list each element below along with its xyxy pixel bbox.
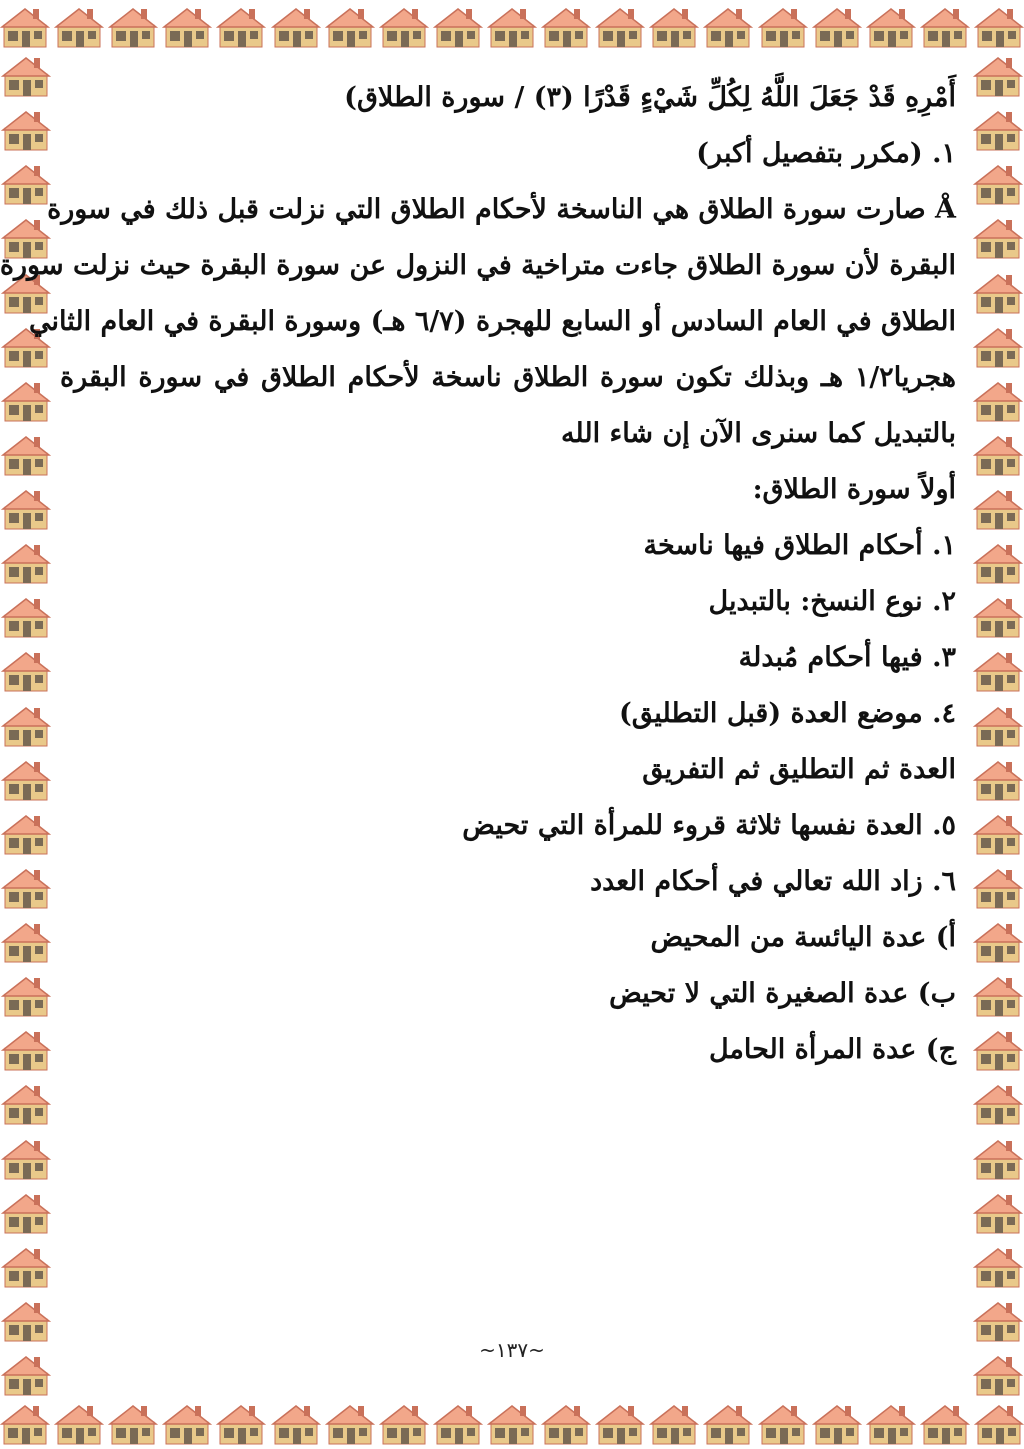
house-icon	[1, 1080, 51, 1126]
house-icon	[973, 1189, 1023, 1235]
house-icon	[541, 1400, 591, 1446]
house-icon	[703, 1400, 753, 1446]
house-icon	[325, 3, 375, 49]
house-icon	[1, 1297, 51, 1343]
house-icon	[973, 377, 1023, 423]
house-icon	[649, 3, 699, 49]
house-icon	[1, 485, 51, 531]
house-icon	[1, 810, 51, 856]
house-icon	[1, 647, 51, 693]
border-right	[972, 52, 1024, 1397]
border-bottom	[0, 1397, 1024, 1449]
house-icon	[973, 647, 1023, 693]
house-icon	[973, 918, 1023, 964]
house-icon	[216, 1400, 266, 1446]
house-icon	[1, 106, 51, 152]
house-icon	[973, 864, 1023, 910]
house-icon	[973, 702, 1023, 748]
house-icon	[973, 214, 1023, 260]
house-icon	[1, 593, 51, 639]
house-icon	[973, 972, 1023, 1018]
house-icon	[1, 1135, 51, 1181]
sub-list-item: ب) عدة الصغيرة التي لا تحيض	[609, 978, 956, 1009]
house-icon	[973, 1026, 1023, 1072]
house-icon	[973, 160, 1023, 206]
text-line: العدة ثم التطليق ثم التفريق	[642, 754, 956, 785]
section-heading: أولاً سورة الطلاق:	[752, 474, 956, 505]
house-icon	[973, 485, 1023, 531]
border-top	[0, 0, 1024, 52]
house-icon	[271, 3, 321, 49]
house-icon	[325, 1400, 375, 1446]
house-icon	[379, 3, 429, 49]
house-icon	[1, 972, 51, 1018]
house-icon	[1, 1026, 51, 1072]
house-icon	[974, 3, 1024, 49]
house-icon	[108, 1400, 158, 1446]
house-icon	[1, 918, 51, 964]
text-line: أَمْرِهِ قَدْ جَعَلَ اللَّهُ لِكُلِّ شَيْءٍ قَدْرًا (٣) / سورة الطلاق)	[344, 82, 956, 113]
house-icon	[1, 702, 51, 748]
house-icon	[541, 3, 591, 49]
sub-list-item: ج) عدة المرأة الحامل	[708, 1034, 956, 1065]
list-item: ٦. زاد الله تعالي في أحكام العدد	[590, 866, 956, 897]
house-icon	[1, 160, 51, 206]
house-icon	[54, 3, 104, 49]
house-icon	[973, 1135, 1023, 1181]
house-icon	[973, 593, 1023, 639]
page-number: ~١٣٧~	[479, 1338, 545, 1362]
house-icon	[1, 1243, 51, 1289]
text-line: ١. (مكرر بتفصيل أكبر)	[696, 138, 956, 169]
house-icon	[973, 323, 1023, 369]
house-icon	[973, 539, 1023, 585]
house-icon	[1, 1189, 51, 1235]
house-icon	[973, 269, 1023, 315]
list-item: ٣. فيها أحكام مُبدلة	[738, 642, 956, 673]
house-icon	[1, 539, 51, 585]
house-icon	[379, 1400, 429, 1446]
house-icon	[433, 1400, 483, 1446]
house-icon	[216, 3, 266, 49]
house-icon	[1, 52, 51, 98]
house-icon	[866, 3, 916, 49]
house-icon	[0, 3, 50, 49]
house-icon	[973, 810, 1023, 856]
house-icon	[0, 1400, 50, 1446]
house-icon	[595, 1400, 645, 1446]
text-line: بالتبديل كما سنرى الآن إن شاء الله	[560, 418, 956, 449]
house-icon	[703, 3, 753, 49]
house-icon	[595, 3, 645, 49]
house-icon	[812, 3, 862, 49]
house-icon	[920, 3, 970, 49]
house-icon	[973, 1243, 1023, 1289]
house-icon	[973, 756, 1023, 802]
page-content	[0, 70, 964, 1389]
house-icon	[108, 3, 158, 49]
house-icon	[487, 3, 537, 49]
house-icon	[973, 1080, 1023, 1126]
house-icon	[1, 377, 51, 423]
text-line: البقرة لأن سورة الطلاق جاءت متراخية في النزول عن سورة البقرة حيث نزلت سورة	[0, 250, 956, 281]
house-icon	[973, 106, 1023, 152]
sub-list-item: أ) عدة اليائسة من المحيض	[650, 922, 956, 953]
house-icon	[1, 756, 51, 802]
house-icon	[974, 1400, 1024, 1446]
house-icon	[758, 1400, 808, 1446]
text-line: الطلاق في العام السادس أو السابع للهجرة (٦/٧ هـ) وسورة البقرة في العام الثاني	[28, 306, 956, 337]
house-icon	[271, 1400, 321, 1446]
house-icon	[162, 1400, 212, 1446]
text-line: Å صارت سورة الطلاق هي الناسخة لأحكام الطلاق التي نزلت قبل ذلك في سورة	[47, 194, 956, 225]
house-icon	[487, 1400, 537, 1446]
list-item: ٥. العدة نفسها ثلاثة قروء للمرأة التي تحيض	[462, 810, 956, 841]
list-item: ١. أحكام الطلاق فيها ناسخة	[643, 530, 956, 561]
text-line: هجريا١/٢ هـ وبذلك تكون سورة الطلاق ناسخة لأحكام الطلاق في سورة البقرة	[60, 362, 956, 393]
house-icon	[973, 1297, 1023, 1343]
house-icon	[162, 3, 212, 49]
house-icon	[54, 1400, 104, 1446]
house-icon	[973, 52, 1023, 98]
house-icon	[866, 1400, 916, 1446]
house-icon	[1, 864, 51, 910]
house-icon	[973, 431, 1023, 477]
house-icon	[649, 1400, 699, 1446]
house-icon	[433, 3, 483, 49]
house-icon	[1, 431, 51, 477]
house-icon	[920, 1400, 970, 1446]
house-icon	[758, 3, 808, 49]
list-item: ٤. موضع العدة (قبل التطليق)	[619, 698, 956, 729]
house-icon	[812, 1400, 862, 1446]
list-item: ٢. نوع النسخ: بالتبديل	[708, 586, 956, 617]
